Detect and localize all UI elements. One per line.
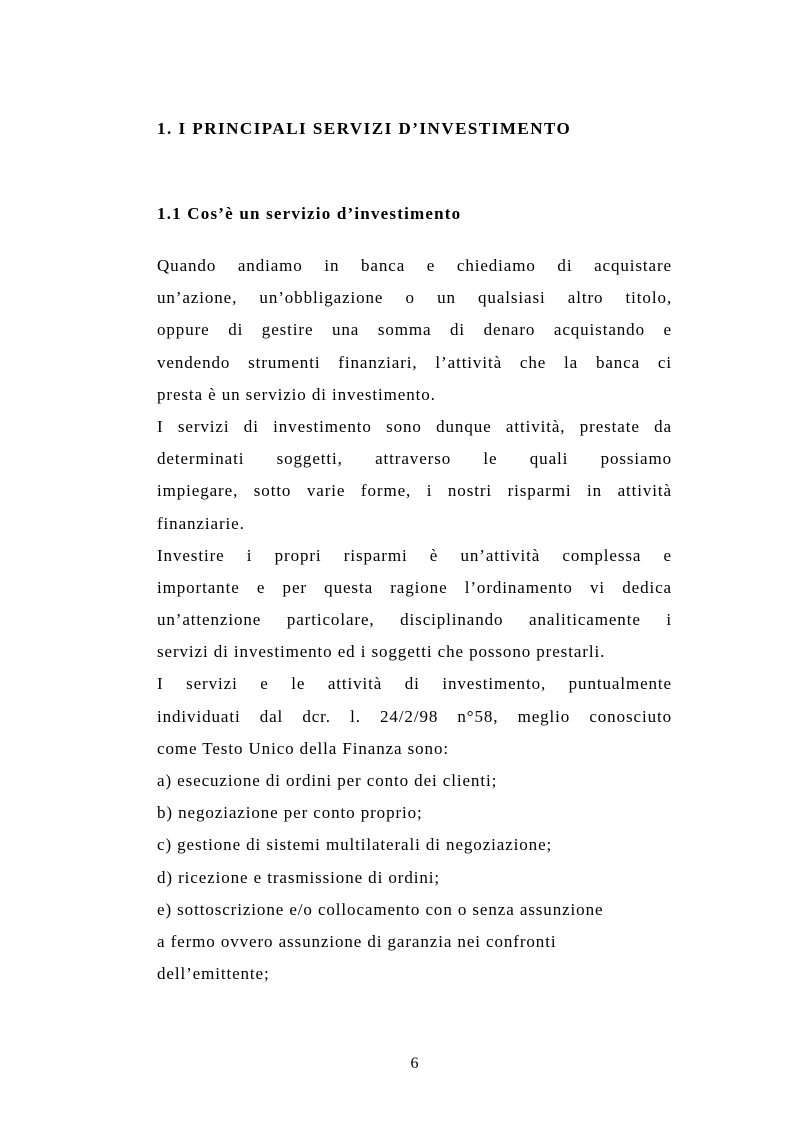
text-line: individuati dal dcr. l. 24/2/98 n°58, meglio conosciuto xyxy=(157,706,672,726)
list-item: a) esecuzione di ordini per conto dei clienti; xyxy=(157,771,498,790)
text-line: presta è un servizio di investimento. xyxy=(157,384,436,404)
text-line: I servizi e le attività di investimento, puntualmente xyxy=(157,674,672,694)
body-text xyxy=(157,250,672,990)
section-title: 1.1 Cos’è un servizio d’investimento xyxy=(157,204,462,223)
list-item: c) gestione di sistemi multilaterali di negoziazione; xyxy=(157,835,553,855)
text-line: determinati soggetti, attraverso le quali possiamo xyxy=(157,449,672,469)
text-line: impiegare, sotto varie forme, i nostri risparmi in attività xyxy=(157,481,672,501)
text-line: come Testo Unico della Finanza sono: xyxy=(157,738,449,758)
text-line: vendendo strumenti finanziari, l’attività che la banca ci xyxy=(157,352,672,372)
text-line: Investire i propri risparmi è un’attività complessa e xyxy=(157,545,672,565)
page-number: 6 xyxy=(410,1055,419,1072)
text-line: finanziarie. xyxy=(157,513,245,533)
text-line: un’attenzione particolare, disciplinando analiticamente i xyxy=(157,610,672,630)
list-item: e) sottoscrizione e/o collocamento con o senza assunzione xyxy=(157,899,604,919)
text-line: un’azione, un’obbligazione o un qualsiasi altro titolo, xyxy=(157,288,672,308)
text-line: I servizi di investimento sono dunque attività, prestate da xyxy=(157,416,672,436)
text-line: servizi di investimento ed i soggetti che possono prestarli. xyxy=(157,642,606,662)
text-line: Quando andiamo in banca e chiediamo di acquistare xyxy=(157,256,672,275)
text-line: oppure di gestire una somma di denaro acquistando e xyxy=(157,320,672,340)
list-item-continuation: dell’emittente; xyxy=(157,964,270,984)
list-item: d) ricezione e trasmissione di ordini; xyxy=(157,867,440,887)
list-item-continuation: a fermo ovvero assunzione di garanzia nei confronti xyxy=(157,931,557,951)
chapter-title: 1. I PRINCIPALI SERVIZI D’INVESTIMENTO xyxy=(157,119,572,138)
text-line: importante e per questa ragione l’ordinamento vi dedica xyxy=(157,577,672,597)
list-item: b) negoziazione per conto proprio; xyxy=(157,803,423,823)
